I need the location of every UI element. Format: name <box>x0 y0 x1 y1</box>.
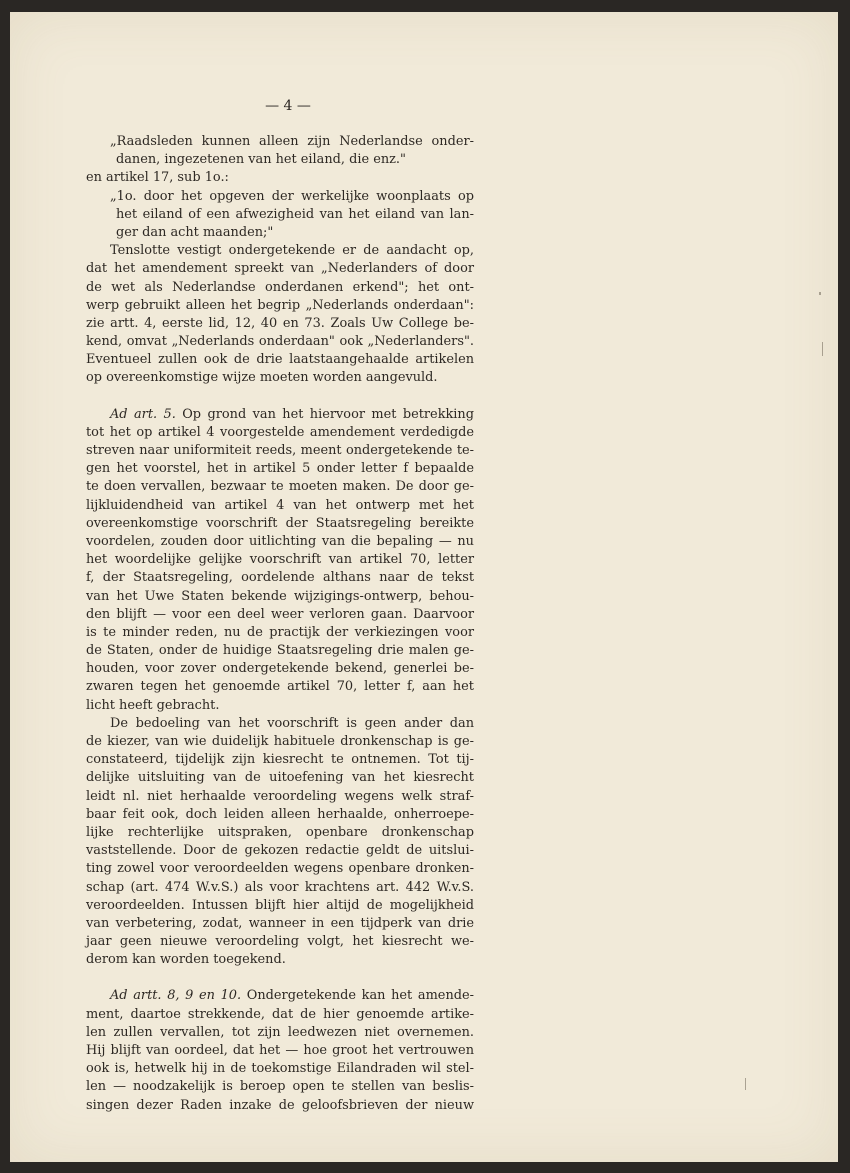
text-line: baar feit ook, doch leiden alleen herhaalde, onherroepe- <box>86 806 474 822</box>
section-heading: Ad artt. 8, 9 en 10. <box>110 988 242 1004</box>
text-line: kend, omvat „Nederlands onderdaan" ook „Nederlanders". <box>86 334 474 350</box>
text-line: len — noodzakelijk is beroep open te stellen van beslis- <box>86 1079 474 1095</box>
document-page <box>10 12 838 1162</box>
text-line: ting zowel voor veroordeelden wegens openbare dronken- <box>86 861 474 877</box>
text-line: streven naar uniformiteit reeds, meent ondergetekende te- <box>86 443 474 458</box>
text-line: is te minder reden, nu de practijk der verkiezingen voor <box>86 624 474 640</box>
text-line: len zullen vervallen, tot zijn leedwezen niet overnemen. <box>86 1024 474 1040</box>
text-line: jaar geen nieuwe veroordeling volgt, het kiesrecht we- <box>86 934 474 950</box>
text-line: veroordeelden. Intussen blijft hier altijd de mogelijkheid <box>86 897 474 913</box>
text-line: Tenslotte vestigt ondergetekende er de aandacht op, <box>110 243 474 259</box>
text-line: werp gebruikt alleen het begrip „Nederlands onderdaan": <box>86 297 474 313</box>
text-line: „Raadsleden kunnen alleen zijn Nederlandse onder- <box>110 134 474 149</box>
text-line: De bedoeling van het voorschrift is geen ander dan <box>110 715 474 731</box>
text-line: voordelen, zouden door uitlichting van die bepaling — nu <box>86 533 474 549</box>
text-line: zie artt. 4, eerste lid, 12, 40 en 73. Zoals Uw College be- <box>86 315 474 331</box>
text-line: de kiezer, van wie duidelijk habituele dronkenschap is ge- <box>86 734 474 749</box>
text-line: tot het op artikel 4 voorgestelde amendement verdedigde <box>86 424 474 440</box>
text-line: schap (art. 474 W.v.S.) als voor krachtens art. 442 W.v.S. <box>86 879 474 895</box>
text-line: de Staten, onder de huidige Staatsregeling drie malen ge- <box>86 643 474 659</box>
text-line: constateerd, tijdelijk zijn kiesrecht te ontnemen. Tot tij- <box>86 752 474 768</box>
text-line: het woordelijke gelijke voorschrift van artikel 70, letter <box>86 552 474 568</box>
text-line: gen het voorstel, het in artikel 5 onder letter f bepaalde <box>86 461 474 477</box>
text-line: Ad artt. 8, 9 en 10. Ondergetekende kan het amende- <box>110 988 474 1004</box>
margin-mark <box>819 292 821 295</box>
text-line: het eiland of een afwezigheid van het eiland van lan- <box>116 206 474 222</box>
section-heading: Ad art. 5. <box>110 406 176 422</box>
text-line: zwaren tegen het genoemde artikel 70, letter f, aan het <box>86 679 474 695</box>
text-line: Hij blijft van oordeel, dat het — hoe groot het vertrouwen <box>86 1043 474 1058</box>
text-line: licht heeft gebracht. <box>86 697 220 713</box>
body-text <box>86 133 474 1115</box>
text-line: lijke rechterlijke uitspraken, openbare dronkenschap <box>86 824 474 840</box>
text-line: van verbetering, zodat, wanneer in een tijdperk van drie <box>86 915 474 931</box>
text-line: overeenkomstige voorschrift der Staatsregeling bereikte <box>86 515 474 531</box>
text-line: den blijft — voor een deel weer verloren gaan. Daarvoor <box>86 606 474 622</box>
page-number: — 4 — <box>265 98 311 114</box>
text-line: Ad art. 5. Op grond van het hiervoor met betrekking <box>110 406 474 422</box>
margin-mark <box>745 1078 746 1090</box>
text-line: ook is, hetwelk hij in de toekomstige Eilandraden wil stel- <box>86 1061 474 1077</box>
text-line: singen dezer Raden inzake de geloofsbrieven der nieuw <box>86 1097 474 1113</box>
text-line: Eventueel zullen ook de drie laatstaangehaalde artikelen <box>86 352 474 368</box>
text-line: dat het amendement spreekt van „Nederlanders of door <box>86 261 474 277</box>
text-line: houden, voor zover ondergetekende bekend, generlei be- <box>86 661 474 677</box>
text-line: leidt nl. niet herhaalde veroordeling wegens welk straf- <box>86 788 474 804</box>
text-line: f, der Staatsregeling, oordelende althans naar de tekst <box>86 570 474 586</box>
text-line: van het Uwe Staten bekende wijzigings-ontwerp, behou- <box>86 588 474 604</box>
text-line: en artikel 17, sub 1o.: <box>86 170 229 186</box>
text-line: vaststellende. Door de gekozen redactie geldt de uitslui- <box>86 843 474 859</box>
text-line: delijke uitsluiting van de uitoefening van het kiesrecht <box>86 770 474 786</box>
text-line: „1o. door het opgeven der werkelijke woonplaats op <box>110 188 474 204</box>
text-line: danen, ingezetenen van het eiland, die enz." <box>116 152 406 168</box>
text-line: derom kan worden toegekend. <box>86 952 286 968</box>
text-line: te doen vervallen, bezwaar te moeten maken. De door ge- <box>86 479 474 495</box>
text-line: ger dan acht maanden;" <box>116 224 274 240</box>
text-line: lijkluidendheid van artikel 4 van het ontwerp met het <box>86 497 474 513</box>
text-line: ment, daartoe strekkende, dat de hier genoemde artike- <box>86 1006 474 1022</box>
text-line: op overeenkomstige wijze moeten worden aangevuld. <box>86 370 438 386</box>
text-line: de wet als Nederlandse onderdanen erkend"; het ont- <box>86 279 474 295</box>
margin-mark <box>822 342 823 356</box>
